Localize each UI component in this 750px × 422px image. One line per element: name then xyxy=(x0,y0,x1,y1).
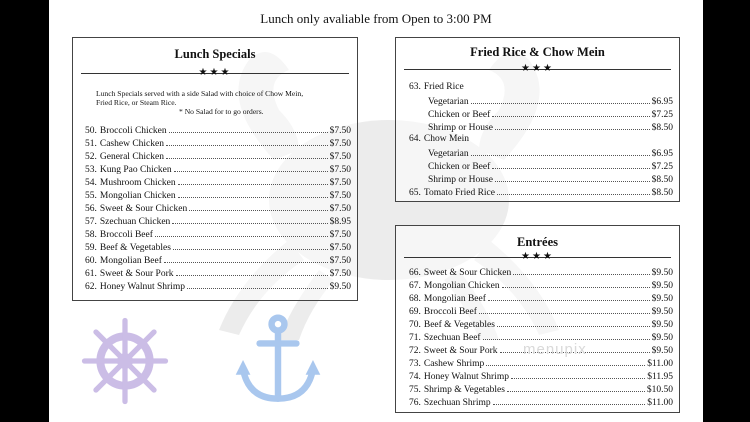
ship-wheel-icon xyxy=(81,317,169,405)
item-number: 67. xyxy=(409,281,421,291)
item-number: 56. xyxy=(85,204,97,214)
item-price: $6.95 xyxy=(651,97,673,107)
item-name: Chow Mein xyxy=(423,134,469,144)
item-price: $9.50 xyxy=(651,294,673,304)
dot-leader xyxy=(488,292,650,301)
item-price: $8.50 xyxy=(651,175,673,185)
item-number: 76. xyxy=(409,398,421,408)
menu-item-row xyxy=(85,124,351,137)
stars-icon: ★★★ xyxy=(198,67,232,78)
item-price: $7.50 xyxy=(329,152,351,162)
menu-item-row xyxy=(409,370,673,383)
item-name: Sweet & Sour Pork xyxy=(423,346,498,356)
dot-leader xyxy=(169,124,328,133)
entrees-items-list xyxy=(409,266,673,409)
item-number: 71. xyxy=(409,333,421,343)
item-name: Mongolian Chicken xyxy=(99,191,176,201)
stars-icon: ★★★ xyxy=(521,63,554,74)
menu-item-row xyxy=(409,173,673,186)
menu-item-row xyxy=(409,121,673,134)
item-name: General Chicken xyxy=(99,152,164,162)
item-price: $7.50 xyxy=(329,126,351,136)
dot-leader xyxy=(155,228,328,237)
item-name: Shrimp & Vegetables xyxy=(423,385,505,395)
dot-leader xyxy=(497,186,650,195)
menupix-watermark: menupix xyxy=(523,341,587,358)
item-number: 58. xyxy=(85,230,97,240)
item-number: 54. xyxy=(85,178,97,188)
lunch-items-list xyxy=(85,124,351,293)
menu-item-row xyxy=(85,241,351,254)
dot-leader xyxy=(166,150,328,159)
dot-leader xyxy=(497,318,650,327)
menu-item-row xyxy=(409,108,673,121)
item-price: $7.50 xyxy=(329,165,351,175)
item-number: 55. xyxy=(85,191,97,201)
item-price: $7.50 xyxy=(329,139,351,149)
dot-leader xyxy=(483,331,650,340)
item-price: $7.50 xyxy=(329,243,351,253)
item-price: $11.00 xyxy=(647,359,673,369)
item-price: $9.50 xyxy=(651,320,673,330)
menu-item-row xyxy=(85,163,351,176)
menu-item-row xyxy=(85,254,351,267)
item-number: 64. xyxy=(409,134,421,144)
menu-item-row xyxy=(409,292,673,305)
item-name: Cashew Shrimp xyxy=(423,359,485,369)
item-price: $6.95 xyxy=(651,149,673,159)
item-name: Vegetarian xyxy=(428,149,469,159)
item-price: $9.50 xyxy=(651,346,673,356)
item-name: Sweet & Sour Chicken xyxy=(423,268,512,278)
item-name: Shrimp or House xyxy=(428,123,493,133)
item-number: 70. xyxy=(409,320,421,330)
item-price: $11.95 xyxy=(647,372,673,382)
item-number: 61. xyxy=(85,269,97,279)
item-number: 52. xyxy=(85,152,97,162)
menu-item-row xyxy=(409,279,673,292)
dot-leader xyxy=(164,254,328,263)
item-price: $7.25 xyxy=(651,162,673,172)
menu-item-row xyxy=(409,147,673,160)
menu-item-row xyxy=(409,357,673,370)
dot-leader xyxy=(495,121,650,130)
dot-leader xyxy=(513,266,649,275)
item-number: 65. xyxy=(409,188,421,198)
item-name: Beef & Vegetables xyxy=(423,320,495,330)
item-name: Honey Walnut Shrimp xyxy=(423,372,509,382)
item-number: 68. xyxy=(409,294,421,304)
item-name: Fried Rice xyxy=(423,82,464,92)
fried-rice-box xyxy=(395,37,680,202)
item-number: 50. xyxy=(85,126,97,136)
item-price: $7.50 xyxy=(329,191,351,201)
item-name: Szechuan Beef xyxy=(423,333,481,343)
menu-item-row xyxy=(85,189,351,202)
fried-rice-title: Fried Rice & Chow Mein xyxy=(470,45,605,59)
item-price: $9.50 xyxy=(651,281,673,291)
item-name: Broccoli Beef xyxy=(99,230,153,240)
item-name: Sweet & Sour Chicken xyxy=(99,204,188,214)
item-price: $9.50 xyxy=(651,333,673,343)
dot-leader xyxy=(189,202,327,211)
dot-leader xyxy=(178,189,328,198)
menu-item-row xyxy=(409,186,673,199)
dot-leader xyxy=(492,108,649,117)
menu-item-row xyxy=(409,160,673,173)
dot-leader xyxy=(479,305,650,314)
item-price: $8.95 xyxy=(329,217,351,227)
menu-item-row xyxy=(85,215,351,228)
item-name: Beef & Vegetables xyxy=(99,243,171,253)
lunch-intro xyxy=(96,89,356,116)
lunch-specials-box xyxy=(72,37,358,301)
item-price: $8.50 xyxy=(651,123,673,133)
item-name: Vegetarian xyxy=(428,97,469,107)
entrees-title: Entrées xyxy=(517,235,558,249)
item-price: $7.50 xyxy=(329,269,351,279)
item-number: 66. xyxy=(409,268,421,278)
dot-leader xyxy=(511,370,645,379)
item-number: 75. xyxy=(409,385,421,395)
menu-item-row xyxy=(85,228,351,241)
menu-item-row xyxy=(409,318,673,331)
dot-leader xyxy=(166,137,328,146)
entrees-box xyxy=(395,225,680,413)
item-name: Mongolian Beef xyxy=(99,256,162,266)
item-name: Broccoli Beef xyxy=(423,307,477,317)
dot-leader xyxy=(495,173,650,182)
item-name: Shrimp or House xyxy=(428,175,493,185)
item-number: 59. xyxy=(85,243,97,253)
item-price: $8.50 xyxy=(651,188,673,198)
item-price: $9.50 xyxy=(651,307,673,317)
dot-leader xyxy=(493,396,646,405)
menu-item-row xyxy=(85,150,351,163)
item-number: 72. xyxy=(409,346,421,356)
menu-item-row xyxy=(85,176,351,189)
lunch-hours-notice: Lunch only avaliable from Open to 3:00 PM xyxy=(260,11,492,26)
item-name: Honey Walnut Shrimp xyxy=(99,282,185,292)
item-price: $7.25 xyxy=(651,110,673,120)
item-name: Tomato Fried Rice xyxy=(423,188,495,198)
dot-leader xyxy=(173,241,328,250)
item-price: $9.50 xyxy=(329,282,351,292)
menu-item-row xyxy=(85,137,351,150)
item-price: $7.50 xyxy=(329,230,351,240)
item-number: 57. xyxy=(85,217,97,227)
item-number: 51. xyxy=(85,139,97,149)
stars-icon: ★★★ xyxy=(521,251,554,262)
menu-item-row xyxy=(409,396,673,409)
dot-leader xyxy=(507,383,645,392)
dot-leader xyxy=(178,176,328,185)
item-number: 69. xyxy=(409,307,421,317)
item-number: 73. xyxy=(409,359,421,369)
dot-leader xyxy=(492,160,649,169)
menu-item-row xyxy=(85,202,351,215)
item-name: Szechuan Shrimp xyxy=(423,398,491,408)
dot-leader xyxy=(172,215,327,224)
item-name: Broccoli Chicken xyxy=(99,126,167,136)
item-name: Mushroom Chicken xyxy=(99,178,176,188)
dot-leader xyxy=(471,147,650,156)
item-name: Cashew Chicken xyxy=(99,139,164,149)
item-number: 74. xyxy=(409,372,421,382)
item-name: Mongolian Beef xyxy=(423,294,486,304)
menu-page xyxy=(49,0,703,422)
item-price: $7.50 xyxy=(329,204,351,214)
anchor-icon xyxy=(232,313,324,407)
item-number: 63. xyxy=(409,82,421,92)
item-price: $11.00 xyxy=(647,398,673,408)
menu-item-row xyxy=(409,305,673,318)
item-number: 60. xyxy=(85,256,97,266)
intro-line-1: Lunch Specials served with a side Salad with choice of Chow Mein, xyxy=(96,89,304,98)
item-number: 53. xyxy=(85,165,97,175)
item-price: $7.50 xyxy=(329,178,351,188)
item-name: Mongolian Chicken xyxy=(423,281,500,291)
dot-leader xyxy=(486,357,645,366)
dot-leader xyxy=(471,95,650,104)
dot-leader xyxy=(502,279,650,288)
menu-item-row xyxy=(409,134,673,147)
dot-leader xyxy=(176,267,328,276)
item-name: Chicken or Beef xyxy=(428,162,491,172)
dot-leader xyxy=(174,163,328,172)
lunch-specials-title: Lunch Specials xyxy=(174,47,256,61)
menu-item-row xyxy=(409,383,673,396)
menu-item-row xyxy=(85,267,351,280)
intro-line-3: * No Salad for to go orders. xyxy=(179,107,264,116)
item-name: Kung Pao Chicken xyxy=(99,165,172,175)
item-number: 62. xyxy=(85,282,97,292)
fried-items-list xyxy=(409,82,673,199)
menu-item-row xyxy=(85,280,351,293)
item-name: Sweet & Sour Pork xyxy=(99,269,174,279)
dot-leader xyxy=(187,280,328,289)
intro-line-2: Fried Rice, or Steam Rice. xyxy=(96,98,177,107)
menu-item-row xyxy=(409,95,673,108)
item-price: $10.50 xyxy=(646,385,673,395)
item-name: Chicken or Beef xyxy=(428,110,491,120)
item-price: $9.50 xyxy=(651,268,673,278)
item-name: Szechuan Chicken xyxy=(99,217,171,227)
menu-item-row xyxy=(409,82,673,95)
item-price: $7.50 xyxy=(329,256,351,266)
menu-item-row xyxy=(409,266,673,279)
